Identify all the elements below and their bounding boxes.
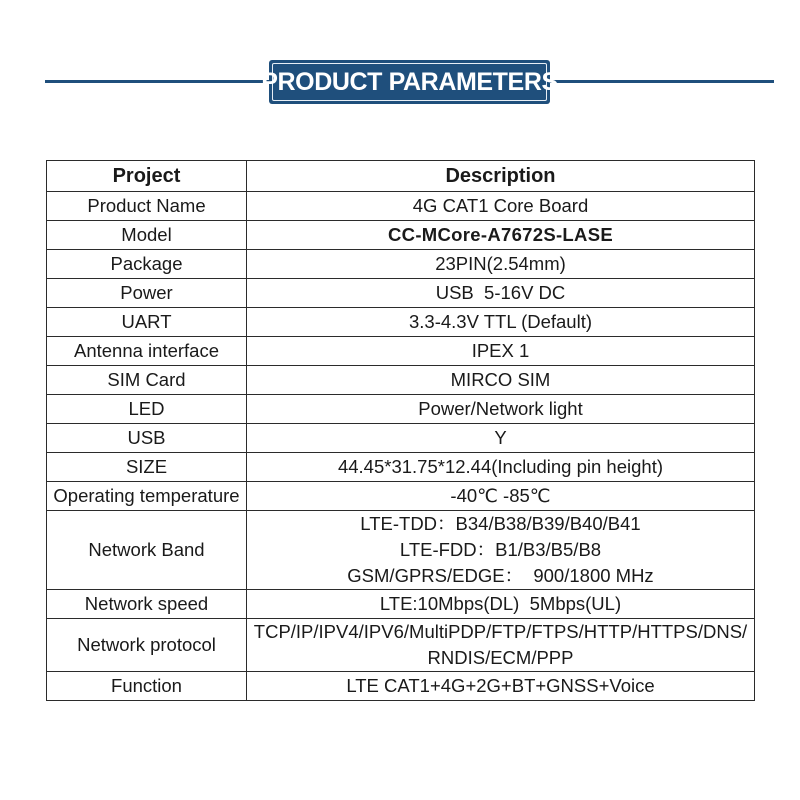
table-row — [47, 590, 755, 619]
table-row — [47, 619, 755, 672]
table-row — [47, 511, 755, 590]
band-line: LTE-TDD：B34/B38/B39/B40/B41 — [360, 513, 641, 534]
table-row — [47, 192, 755, 221]
table-row — [47, 279, 755, 308]
header-rule-left — [45, 80, 271, 83]
row-value: Power/Network light — [247, 395, 755, 424]
row-value: Y — [247, 424, 755, 453]
row-label: Network Band — [47, 511, 247, 590]
title-banner — [261, 60, 558, 104]
row-value: MIRCO SIM — [247, 366, 755, 395]
row-label: Model — [47, 221, 247, 250]
row-value: LTE:10Mbps(DL) 5Mbps(UL) — [247, 590, 755, 619]
row-label: Network protocol — [47, 619, 247, 672]
row-value: LTE CAT1+4G+2G+BT+GNSS+Voice — [247, 672, 755, 701]
row-value: 3.3-4.3V TTL (Default) — [247, 308, 755, 337]
parameters-table — [46, 160, 755, 701]
row-label: SIZE — [47, 453, 247, 482]
row-label: Function — [47, 672, 247, 701]
column-header-description: Description — [247, 161, 755, 192]
table-row — [47, 482, 755, 511]
row-label: Operating temperature — [47, 482, 247, 511]
row-value: 44.45*31.75*12.44(Including pin height) — [247, 453, 755, 482]
row-label: Package — [47, 250, 247, 279]
table-row — [47, 453, 755, 482]
table-row — [47, 424, 755, 453]
row-label: SIM Card — [47, 366, 247, 395]
row-value: -40℃ -85℃ — [247, 482, 755, 511]
row-label: Network speed — [47, 590, 247, 619]
row-label: Power — [47, 279, 247, 308]
table-row — [47, 308, 755, 337]
column-header-project: Project — [47, 161, 247, 192]
table-row — [47, 250, 755, 279]
table-header-row — [47, 161, 755, 192]
band-line: LTE-FDD：B1/B3/B5/B8 — [399, 539, 602, 560]
table-row — [47, 337, 755, 366]
row-label: Product Name — [47, 192, 247, 221]
table-row — [47, 221, 755, 250]
row-value: IPEX 1 — [247, 337, 755, 366]
band-line: GSM/GPRS/EDGE： 900/1800 MHz — [347, 565, 654, 586]
table-row — [47, 395, 755, 424]
page-title: PRODUCT PARAMETERS — [261, 67, 558, 96]
row-value: 4G CAT1 Core Board — [247, 192, 755, 221]
row-value — [247, 511, 755, 590]
row-value: TCP/IP/IPV4/IPV6/MultiPDP/FTP/FTPS/HTTP/HTTPS/DNS/RNDIS/ECM/PPP — [247, 619, 755, 672]
row-label: Antenna interface — [47, 337, 247, 366]
row-value: 23PIN(2.54mm) — [247, 250, 755, 279]
row-value: CC-MCore-A7672S-LASE — [247, 221, 755, 250]
row-label: LED — [47, 395, 247, 424]
row-value: USB 5-16V DC — [247, 279, 755, 308]
table-row — [47, 672, 755, 701]
row-label: USB — [47, 424, 247, 453]
row-label: UART — [47, 308, 247, 337]
header-rule-right — [548, 80, 774, 83]
table-row — [47, 366, 755, 395]
